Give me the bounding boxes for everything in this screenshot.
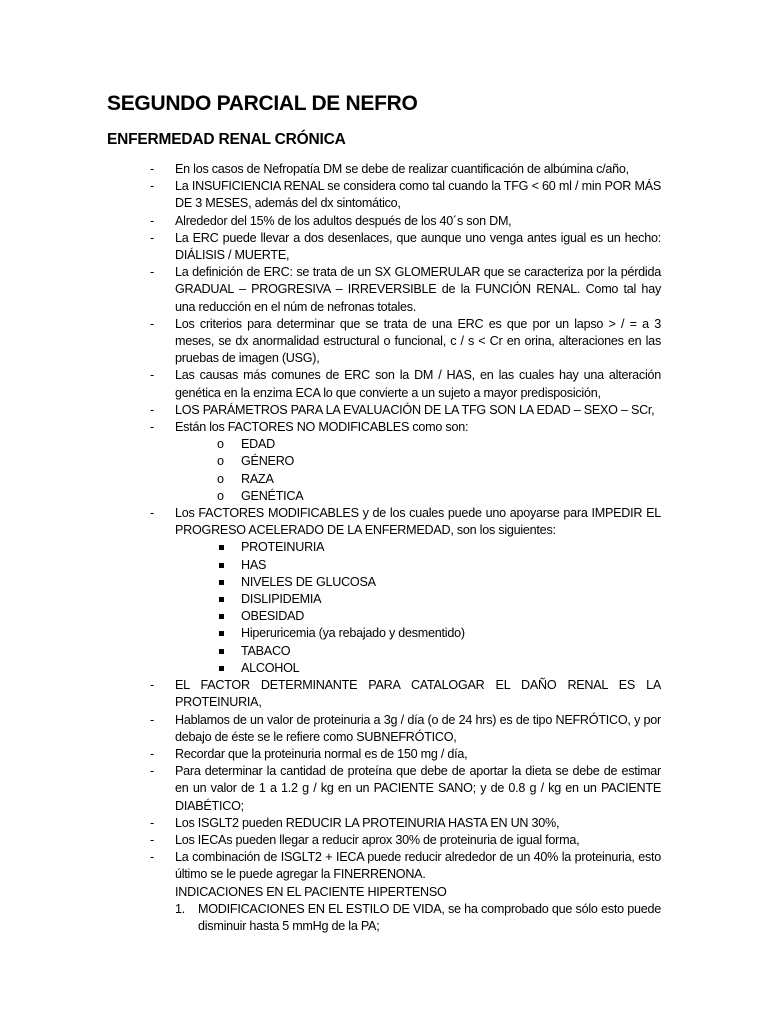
subsection-heading: INDICACIONES EN EL PACIENTE HIPERTENSO xyxy=(175,884,447,899)
dash-bullet: - xyxy=(150,213,154,228)
list-item-text: La INSUFICIENCIA RENAL se considera como tal cuando la TFG < 60 ml / min POR MÁS DE 3 MESES, además del dx sintomático, xyxy=(175,179,661,211)
circle-bullet: o xyxy=(217,471,224,486)
square-bullet-icon xyxy=(219,631,224,636)
dash-bullet: - xyxy=(150,746,154,761)
square-bullet-icon xyxy=(219,666,224,671)
sublist-item xyxy=(0,625,768,642)
list-item-text: Los criterios para determinar que se trata de una ERC es que por un lapso > / = a 3 meses, se dx anormalidad estructural o funcional, c / s < Cr en orina, alteraciones en las pruebas de imagen (USG), xyxy=(175,316,661,366)
sublist-item-text: OBESIDAD xyxy=(241,609,305,624)
list-item-text: Los IECAs pueden llegar a reducir aprox 30% de proteinuria de igual forma, xyxy=(175,832,580,847)
circle-bullet: o xyxy=(217,488,224,503)
sublist-item-text: RAZA xyxy=(241,471,274,486)
dash-bullet: - xyxy=(150,316,154,331)
sublist-item xyxy=(0,436,768,453)
list-item-text: Las causas más comunes de ERC son la DM / HAS, en las cuales hay una alteración genética en la enzima ECA lo que convierte a un sujeto a mayor predisposición, xyxy=(175,368,661,400)
list-item-text: Recordar que la proteinuria normal es de 150 mg / día, xyxy=(175,746,468,761)
dash-bullet: - xyxy=(150,764,154,779)
list-item-text: La definición de ERC: se trata de un SX GLOMERULAR que se caracteriza por la pérdida GRADUAL – PROGRESIVA – IRREVERSIBLE de la FUNCIÓN RENAL. Como tal hay una reducción en el núm de nefronas totales. xyxy=(175,265,661,314)
dash-bullet: - xyxy=(150,402,154,417)
sublist-item-text: EDAD xyxy=(241,437,275,452)
list-item xyxy=(0,746,661,763)
sublist-item xyxy=(0,608,768,625)
list-item xyxy=(0,763,661,815)
square-bullet-icon xyxy=(219,597,224,602)
square-bullet-icon xyxy=(219,563,224,568)
square-bullet-icon xyxy=(219,649,224,654)
list-item-text: En los casos de Nefropatía DM se debe de realizar cuantificación de albúmina c/año, xyxy=(175,162,629,176)
sublist-item xyxy=(0,539,768,556)
list-item xyxy=(0,178,661,212)
list-item-text: LOS PARÁMETROS PARA LA EVALUACIÓN DE LA TFG SON LA EDAD – SEXO – SCr, xyxy=(175,402,655,417)
list-item xyxy=(0,849,661,883)
sublist-item xyxy=(0,488,768,505)
sublist-item-text: NIVELES DE GLUCOSA xyxy=(241,574,376,589)
dash-bullet: - xyxy=(150,368,154,383)
numbered-item xyxy=(0,901,661,935)
list-item xyxy=(0,213,661,230)
list-item-text: Los ISGLT2 pueden REDUCIR LA PROTEINURIA HASTA EN UN 30%, xyxy=(175,815,560,830)
sublist-item xyxy=(0,471,768,488)
dash-bullet: - xyxy=(150,815,154,830)
sublist-item xyxy=(0,643,768,660)
dash-bullet: - xyxy=(150,506,154,521)
dash-bullet: - xyxy=(150,420,154,435)
dash-bullet: - xyxy=(150,678,154,693)
list-item xyxy=(0,367,661,401)
list-item-text: La ERC puede llevar a dos desenlaces, que aunque uno venga antes igual es un hecho: DIÁLISIS / MUERTE, xyxy=(175,230,661,263)
list-item-text: Los FACTORES MODIFICABLES y de los cuales puede uno apoyarse para IMPEDIR EL PROGRESO ACELERADO DE LA ENFERMEDAD, son los siguientes: xyxy=(175,506,661,538)
sublist-item-text: PROTEINURIA xyxy=(241,540,325,555)
square-bullet-icon xyxy=(219,614,224,619)
dash-bullet: - xyxy=(150,265,154,280)
list-item-text: Hablamos de un valor de proteinuria a 3g / día (o de 24 hrs) es de tipo NEFRÓTICO, y por debajo de éste se le refiere como SUBNEFRÓTICO, xyxy=(175,712,661,744)
sublist-item-text: TABACO xyxy=(241,643,291,658)
list-item xyxy=(0,161,661,178)
dash-bullet: - xyxy=(150,850,154,865)
square-bullet-icon xyxy=(219,545,224,550)
list-item xyxy=(0,264,661,316)
list-item xyxy=(0,815,661,832)
circle-bullet: o xyxy=(217,437,224,452)
list-item xyxy=(0,712,661,746)
list-item xyxy=(0,230,661,264)
list-item-text: Están los FACTORES NO MODIFICABLES como son: xyxy=(175,420,469,435)
sublist-item xyxy=(0,557,768,574)
list-item xyxy=(0,505,661,539)
list-item xyxy=(0,402,661,419)
dash-bullet: - xyxy=(150,230,154,245)
list-item-text: La combinación de ISGLT2 + IECA puede reducir alrededor de un 40% la proteinuria, esto último se le puede agregar la FINERRENONA. xyxy=(175,850,661,882)
sublist-item-text: Hiperuricemia (ya rebajado y desmentido) xyxy=(241,626,465,641)
sublist-item xyxy=(0,660,768,677)
sublist-item xyxy=(0,591,768,608)
list-item xyxy=(0,677,661,711)
sublist-item-text: ALCOHOL xyxy=(241,660,300,675)
dash-bullet: - xyxy=(150,712,154,727)
list-item-text: EL FACTOR DETERMINANTE PARA CATALOGAR EL DAÑO RENAL ES LA PROTEINURIA, xyxy=(175,678,661,710)
section-heading: ENFERMEDAD RENAL CRÓNICA xyxy=(107,131,346,148)
square-bullet-icon xyxy=(219,580,224,585)
sublist-item-text: GENÉTICA xyxy=(241,488,304,503)
item-number: 1. xyxy=(175,901,186,916)
document-body xyxy=(0,161,768,935)
list-item xyxy=(0,832,661,849)
sublist-item-text: DISLIPIDEMIA xyxy=(241,592,322,607)
list-item-text: Para determinar la cantidad de proteína que debe de aportar la dieta se debe de estimar en un valor de 1 a 1.2 g / kg en un PACIENTE SANO; y de 0.8 g / kg en un PACIENTE DIABÉTICO; xyxy=(175,764,661,813)
numbered-item-text: MODIFICACIONES EN EL ESTILO DE VIDA, se ha comprobado que sólo esto puede disminuir hasta 5 mmHg de la PA; xyxy=(198,901,661,933)
dash-bullet: - xyxy=(150,832,154,847)
sublist-item xyxy=(0,453,768,470)
document-title: SEGUNDO PARCIAL DE NEFRO xyxy=(107,92,418,115)
sublist-item-text: GÉNERO xyxy=(241,454,295,469)
list-item xyxy=(0,419,661,436)
dash-bullet: - xyxy=(150,179,154,194)
list-item xyxy=(0,316,661,368)
list-item-text: Alrededor del 15% de los adultos después de los 40´s son DM, xyxy=(175,213,512,228)
circle-bullet: o xyxy=(217,454,224,469)
dash-bullet: - xyxy=(150,162,154,176)
sublist-item xyxy=(0,574,768,591)
sublist-item-text: HAS xyxy=(241,557,267,572)
